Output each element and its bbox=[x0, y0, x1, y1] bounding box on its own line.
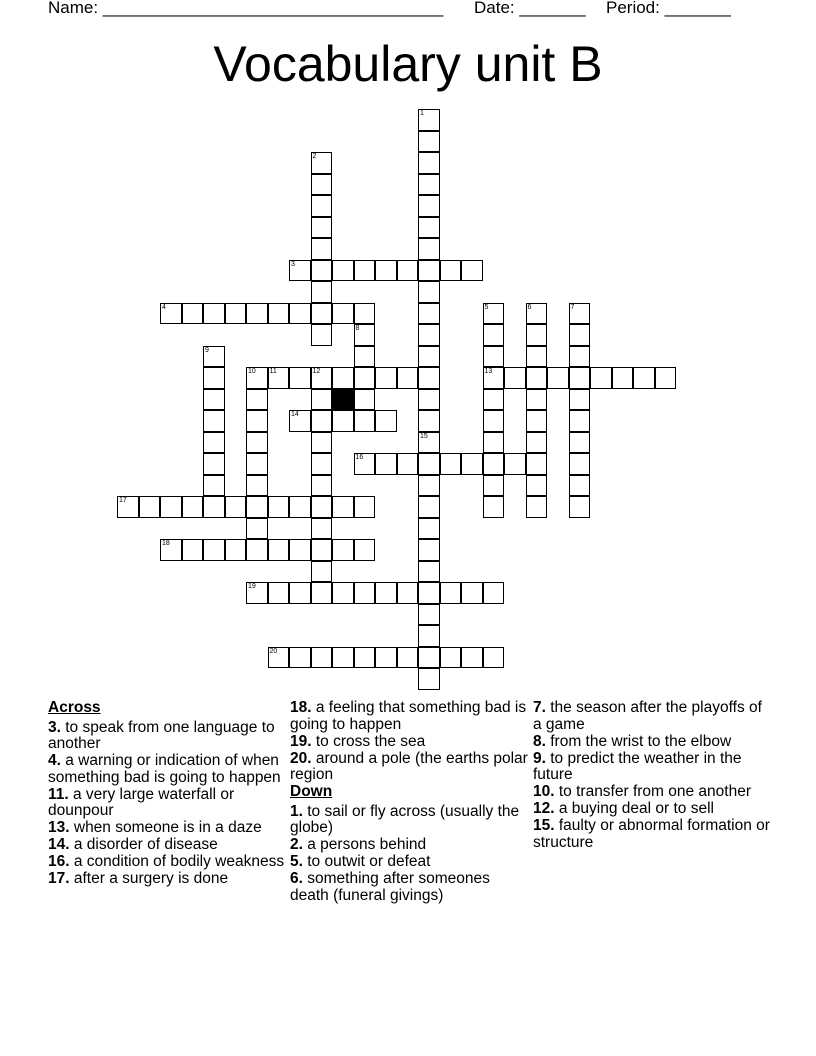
grid-cell[interactable] bbox=[311, 582, 333, 604]
grid-cell[interactable] bbox=[526, 389, 548, 411]
grid-cell[interactable] bbox=[354, 260, 376, 282]
grid-cell[interactable] bbox=[203, 303, 225, 325]
period-field-label: Period: _______ bbox=[606, 0, 731, 17]
name-field-label: Name: ____________________________________ bbox=[48, 0, 444, 17]
grid-cell[interactable] bbox=[526, 496, 548, 518]
grid-cell[interactable] bbox=[569, 324, 591, 346]
grid-cell[interactable] bbox=[569, 367, 591, 389]
grid-cell[interactable] bbox=[203, 453, 225, 475]
grid-cell[interactable] bbox=[311, 561, 333, 583]
clue-number-12: 12 bbox=[312, 368, 321, 375]
grid-cell[interactable] bbox=[440, 260, 462, 282]
grid-cell[interactable] bbox=[311, 647, 333, 669]
grid-cell[interactable] bbox=[375, 647, 397, 669]
grid-cell[interactable] bbox=[483, 303, 505, 325]
clue-across-18: 18. a feeling that something bad is going to happen bbox=[290, 699, 527, 733]
down-heading: Down bbox=[290, 783, 333, 801]
grid-cell[interactable] bbox=[354, 582, 376, 604]
grid-cell[interactable] bbox=[461, 647, 483, 669]
grid-cell[interactable] bbox=[354, 647, 376, 669]
grid-cell[interactable] bbox=[418, 238, 440, 260]
grid-cell[interactable] bbox=[225, 303, 247, 325]
grid-cell[interactable] bbox=[332, 260, 354, 282]
grid-cell[interactable] bbox=[418, 281, 440, 303]
grid-cell[interactable] bbox=[590, 367, 612, 389]
clue-across-16: 16. a condition of bodily weakness bbox=[48, 853, 285, 871]
grid-cell[interactable] bbox=[354, 367, 376, 389]
grid-cell[interactable] bbox=[311, 174, 333, 196]
grid-cell[interactable] bbox=[483, 475, 505, 497]
grid-cell[interactable] bbox=[182, 539, 204, 561]
grid-cell[interactable] bbox=[203, 410, 225, 432]
grid-cell[interactable] bbox=[354, 346, 376, 368]
grid-cell[interactable] bbox=[440, 647, 462, 669]
grid-cell[interactable] bbox=[483, 410, 505, 432]
clue-number-5: 5 bbox=[484, 303, 489, 311]
grid-cell[interactable] bbox=[418, 496, 440, 518]
grid-cell[interactable] bbox=[569, 410, 591, 432]
page-title: Vocabulary unit B bbox=[213, 36, 603, 92]
grid-cell[interactable] bbox=[246, 582, 268, 604]
grid-cell[interactable] bbox=[311, 281, 333, 303]
grid-cell[interactable] bbox=[182, 496, 204, 518]
grid-cell[interactable] bbox=[311, 410, 333, 432]
clue-number-7: 7 bbox=[570, 303, 575, 311]
grid-cell[interactable] bbox=[418, 324, 440, 346]
grid-cell[interactable] bbox=[246, 453, 268, 475]
grid-cell[interactable] bbox=[483, 453, 505, 475]
clue-number-4: 4 bbox=[162, 303, 166, 311]
grid-cell[interactable] bbox=[483, 367, 505, 389]
grid-cell[interactable] bbox=[354, 539, 376, 561]
clue-number-10: 10 bbox=[248, 368, 256, 375]
grid-cell[interactable] bbox=[418, 475, 440, 497]
grid-cell[interactable] bbox=[354, 410, 376, 432]
grid-cell[interactable] bbox=[418, 152, 440, 174]
clue-number-15: 15 bbox=[420, 432, 428, 440]
grid-cell[interactable] bbox=[418, 410, 440, 432]
grid-cell[interactable] bbox=[418, 432, 440, 454]
clue-column-1 bbox=[48, 700, 288, 888]
grid-cell[interactable] bbox=[354, 453, 376, 475]
clue-down-7: 7. the season after the playoffs of a game bbox=[533, 699, 762, 733]
grid-cell[interactable] bbox=[633, 367, 655, 389]
clue-down-1: 1. to sail or fly across (usually the globe) bbox=[290, 802, 520, 837]
clue-down-5: 5. to outwit or defeat bbox=[290, 853, 431, 871]
grid-cell[interactable] bbox=[160, 539, 182, 561]
grid-cell[interactable] bbox=[246, 389, 268, 411]
clue-column-3 bbox=[533, 700, 773, 852]
grid-cell[interactable] bbox=[375, 453, 397, 475]
clue-across-13: 13. when someone is in a daze bbox=[48, 819, 262, 837]
clue-number-6: 6 bbox=[527, 303, 532, 311]
grid-cell[interactable] bbox=[268, 367, 290, 389]
grid-cell[interactable] bbox=[182, 303, 204, 325]
grid-cell[interactable] bbox=[483, 346, 505, 368]
grid-cell[interactable] bbox=[655, 367, 677, 389]
grid-cell[interactable] bbox=[354, 389, 376, 411]
grid-cell[interactable] bbox=[354, 496, 376, 518]
grid-cell[interactable] bbox=[483, 324, 505, 346]
grid-cell[interactable] bbox=[526, 410, 548, 432]
grid-cell[interactable] bbox=[461, 260, 483, 282]
grid-cell[interactable] bbox=[569, 303, 591, 325]
grid-cell[interactable] bbox=[289, 260, 311, 282]
clue-number-17: 17 bbox=[119, 497, 127, 504]
grid-cell[interactable] bbox=[268, 303, 290, 325]
grid-cell[interactable] bbox=[612, 367, 634, 389]
grid-cell[interactable] bbox=[418, 389, 440, 411]
grid-cell[interactable] bbox=[418, 539, 440, 561]
grid-cell[interactable] bbox=[418, 367, 440, 389]
grid-cell[interactable] bbox=[418, 346, 440, 368]
grid-cell[interactable] bbox=[246, 496, 268, 518]
grid-cell[interactable] bbox=[397, 367, 419, 389]
grid-cell[interactable] bbox=[203, 346, 225, 368]
grid-cell[interactable] bbox=[375, 582, 397, 604]
grid-cell[interactable] bbox=[311, 475, 333, 497]
grid-cell[interactable] bbox=[440, 582, 462, 604]
grid-cell[interactable] bbox=[397, 260, 419, 282]
grid-cell[interactable] bbox=[160, 303, 182, 325]
grid-cell[interactable] bbox=[246, 518, 268, 540]
grid-cell[interactable] bbox=[332, 582, 354, 604]
clue-number-18: 18 bbox=[162, 540, 170, 547]
grid-cell[interactable] bbox=[332, 410, 354, 432]
grid-cell[interactable] bbox=[418, 217, 440, 239]
grid-cell[interactable] bbox=[246, 475, 268, 497]
grid-cell[interactable] bbox=[569, 389, 591, 411]
grid-cell[interactable] bbox=[526, 346, 548, 368]
grid-cell[interactable] bbox=[397, 582, 419, 604]
grid-cell[interactable] bbox=[268, 496, 290, 518]
grid-cell[interactable] bbox=[311, 432, 333, 454]
grid-cell[interactable] bbox=[483, 432, 505, 454]
clue-across-3: 3. to speak from one language to another bbox=[48, 718, 275, 753]
grid-cell[interactable] bbox=[569, 496, 591, 518]
clue-column-2 bbox=[290, 700, 530, 905]
grid-cell[interactable] bbox=[547, 367, 569, 389]
grid-cell[interactable] bbox=[268, 582, 290, 604]
grid-cell[interactable] bbox=[461, 453, 483, 475]
grid-cell[interactable] bbox=[504, 367, 526, 389]
grid-cell[interactable] bbox=[289, 647, 311, 669]
grid-cell[interactable] bbox=[418, 195, 440, 217]
grid-cell[interactable] bbox=[289, 539, 311, 561]
clue-across-19: 19. to cross the sea bbox=[290, 732, 426, 750]
across-heading: Across bbox=[48, 699, 101, 716]
grid-cell[interactable] bbox=[268, 539, 290, 561]
grid-cell[interactable] bbox=[569, 432, 591, 454]
grid-cell[interactable] bbox=[139, 496, 161, 518]
grid-cell[interactable] bbox=[311, 238, 333, 260]
grid-cell[interactable] bbox=[440, 453, 462, 475]
grid-cell[interactable] bbox=[418, 668, 440, 690]
clue-down-10: 10. to transfer from one another bbox=[533, 783, 751, 801]
grid-cell[interactable] bbox=[225, 496, 247, 518]
grid-cell[interactable] bbox=[203, 475, 225, 497]
grid-cell[interactable] bbox=[483, 582, 505, 604]
grid-cell[interactable] bbox=[332, 367, 354, 389]
blocked-cell bbox=[332, 389, 354, 411]
grid-cell[interactable] bbox=[311, 518, 333, 540]
grid-cell[interactable] bbox=[461, 582, 483, 604]
grid-cell[interactable] bbox=[332, 496, 354, 518]
grid-cell[interactable] bbox=[526, 432, 548, 454]
grid-cell[interactable] bbox=[203, 432, 225, 454]
clue-down-2: 2. a persons behind bbox=[290, 836, 427, 854]
clue-down-12: 12. a buying deal or to sell bbox=[533, 800, 714, 818]
clue-down-9: 9. to predict the weather in the future bbox=[533, 749, 742, 784]
clue-number-11: 11 bbox=[269, 368, 277, 375]
clue-down-8: 8. from the wrist to the elbow bbox=[533, 732, 732, 750]
clue-down-6: 6. something after someones death (funeral givings) bbox=[290, 870, 490, 904]
grid-cell[interactable] bbox=[483, 496, 505, 518]
clue-across-4: 4. a warning or indication of when something bad is going to happen bbox=[48, 752, 281, 786]
clue-number-9: 9 bbox=[205, 346, 209, 354]
grid-cell[interactable] bbox=[289, 410, 311, 432]
grid-cell[interactable] bbox=[375, 410, 397, 432]
grid-cell[interactable] bbox=[526, 453, 548, 475]
grid-cell[interactable] bbox=[418, 260, 440, 282]
clue-number-1: 1 bbox=[420, 110, 424, 117]
grid-cell[interactable] bbox=[397, 453, 419, 475]
grid-cell[interactable] bbox=[418, 453, 440, 475]
grid-cell[interactable] bbox=[418, 518, 440, 540]
grid-cell[interactable] bbox=[311, 217, 333, 239]
grid-cell[interactable] bbox=[418, 174, 440, 196]
grid-cell[interactable] bbox=[311, 195, 333, 217]
clue-down-15: 15. faulty or abnormal formation or structure bbox=[533, 817, 770, 851]
grid-cell[interactable] bbox=[117, 496, 139, 518]
grid-cell[interactable] bbox=[246, 539, 268, 561]
grid-cell[interactable] bbox=[418, 625, 440, 647]
grid-cell[interactable] bbox=[311, 367, 333, 389]
grid-cell[interactable] bbox=[246, 410, 268, 432]
grid-cell[interactable] bbox=[526, 303, 548, 325]
grid-cell[interactable] bbox=[203, 367, 225, 389]
grid-cell[interactable] bbox=[332, 647, 354, 669]
grid-cell[interactable] bbox=[246, 367, 268, 389]
grid-cell[interactable] bbox=[268, 647, 290, 669]
grid-cell[interactable] bbox=[203, 389, 225, 411]
grid-cell[interactable] bbox=[203, 496, 225, 518]
clue-across-20: 20. around a pole (the earths polar region bbox=[290, 749, 528, 784]
grid-cell[interactable] bbox=[311, 389, 333, 411]
grid-cell[interactable] bbox=[569, 453, 591, 475]
grid-cell[interactable] bbox=[289, 496, 311, 518]
grid-cell[interactable] bbox=[289, 582, 311, 604]
clue-number-19: 19 bbox=[248, 583, 256, 590]
grid-cell[interactable] bbox=[418, 604, 440, 626]
grid-cell[interactable] bbox=[332, 303, 354, 325]
grid-cell[interactable] bbox=[418, 647, 440, 669]
grid-cell[interactable] bbox=[526, 475, 548, 497]
grid-cell[interactable] bbox=[418, 109, 440, 131]
clue-number-14: 14 bbox=[291, 411, 299, 418]
grid-cell[interactable] bbox=[354, 303, 376, 325]
grid-cell[interactable] bbox=[225, 539, 247, 561]
grid-cell[interactable] bbox=[504, 453, 526, 475]
grid-cell[interactable] bbox=[418, 303, 440, 325]
date-field-label: Date: _______ bbox=[474, 0, 586, 17]
grid-cell[interactable] bbox=[526, 324, 548, 346]
clue-across-11: 11. a very large waterfall or dounpour bbox=[48, 785, 235, 820]
clue-number-2: 2 bbox=[312, 153, 317, 160]
grid-cell[interactable] bbox=[160, 496, 182, 518]
grid-cell[interactable] bbox=[289, 367, 311, 389]
grid-cell[interactable] bbox=[332, 539, 354, 561]
grid-cell[interactable] bbox=[418, 131, 440, 153]
clue-number-3: 3 bbox=[291, 260, 295, 268]
grid-cell[interactable] bbox=[418, 582, 440, 604]
grid-cell[interactable] bbox=[311, 496, 333, 518]
grid-cell[interactable] bbox=[289, 303, 311, 325]
grid-cell[interactable] bbox=[246, 303, 268, 325]
grid-cell[interactable] bbox=[375, 260, 397, 282]
clue-number-16: 16 bbox=[355, 454, 364, 461]
grid-cell[interactable] bbox=[311, 260, 333, 282]
clue-number-20: 20 bbox=[269, 647, 278, 655]
grid-cell[interactable] bbox=[311, 539, 333, 561]
grid-cell[interactable] bbox=[311, 303, 333, 325]
grid-cell[interactable] bbox=[203, 539, 225, 561]
grid-cell[interactable] bbox=[569, 346, 591, 368]
clue-number-8: 8 bbox=[355, 325, 360, 332]
grid-cell[interactable] bbox=[526, 367, 548, 389]
grid-cell[interactable] bbox=[483, 389, 505, 411]
grid-cell[interactable] bbox=[375, 367, 397, 389]
grid-cell[interactable] bbox=[246, 432, 268, 454]
grid-cell[interactable] bbox=[483, 647, 505, 669]
clue-across-14: 14. a disorder of disease bbox=[48, 836, 218, 854]
grid-cell[interactable] bbox=[311, 453, 333, 475]
clue-across-17: 17. after a surgery is done bbox=[48, 870, 229, 888]
clue-number-13: 13 bbox=[484, 368, 493, 375]
grid-cell[interactable] bbox=[397, 647, 419, 669]
grid-cell[interactable] bbox=[354, 324, 376, 346]
grid-cell[interactable] bbox=[311, 324, 333, 346]
grid-cell[interactable] bbox=[569, 475, 591, 497]
grid-cell[interactable] bbox=[418, 561, 440, 583]
grid-cell[interactable] bbox=[311, 152, 333, 174]
